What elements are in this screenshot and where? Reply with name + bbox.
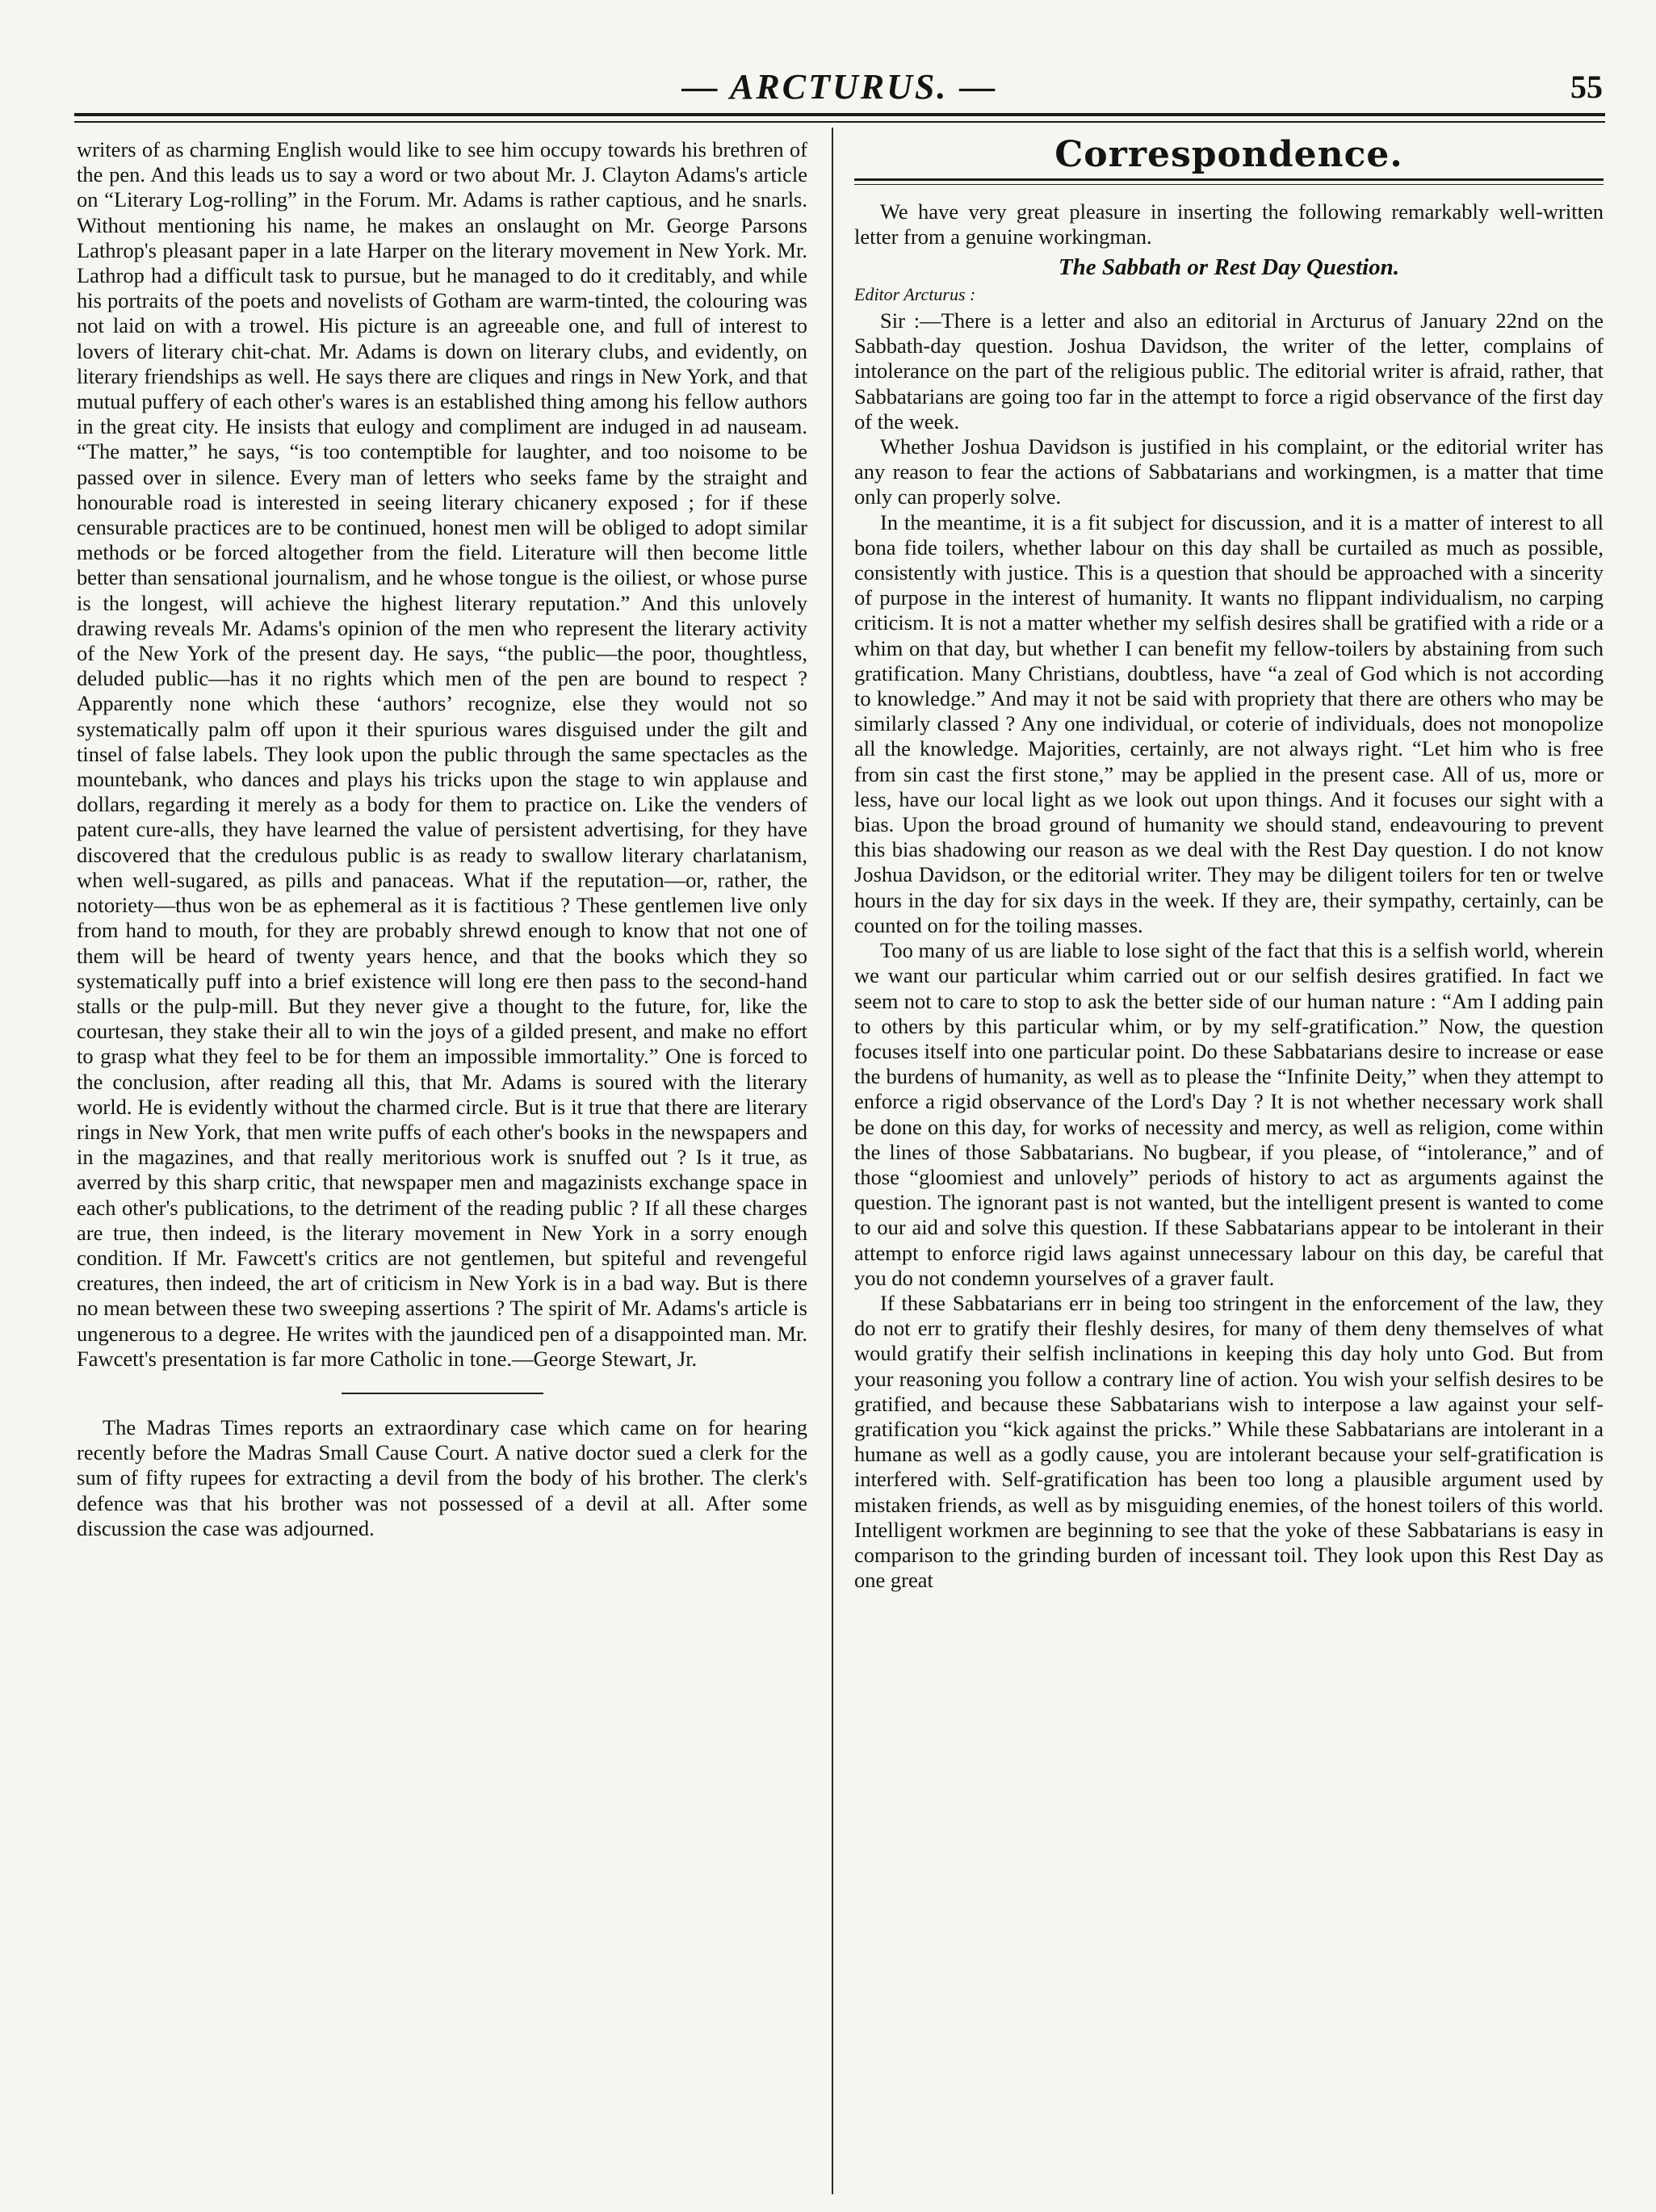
literary-logrolling-paragraph: writers of as charming English would like to see him occupy towards his brethren of the pen. And this leads us to say a word or two about Mr. J. Clayton Adams's article on “Literary Log-rolling” in the Forum. Mr. Adams is rather captious, and he snarls. Without mentioning his name, he makes an onslaught on Mr. George Parsons Lathrop's pleasant paper in a late Harper on the literary movement in New York. Mr. Lathrop had a difficult task to pursue, but he managed to do it creditably, and while his portraits of the poets and novelists of Gotham are warm-tinted, the colouring was not laid on with a trowel. His picture is an agreeable one, and full of interest to lovers of literary chit-chat. Mr. Adams is down on literary clubs, and evidently, on literary friendships as well. He says there are cliques and rings in New York, and that mutual puffery of each other's wares is an established thing among his fellow authors in the great city. He insists that eulogy and compliment are induged in ad nauseam. “The matter,” he says, “is too contemptible for laughter, and too noisome to be passed over in silence. Every man of letters who seeks fame by the straight and honourable road is interested in seeing literary chicanery exposed ; for if these censurable practices are to be continued, honest men will be obliged to adopt similar methods or be forced altogether from the field. Literature will then become little better than sensational journalism, and he whose tongue is the oiliest, or whose purse is the longest, will achieve the highest literary reputation.” And this unlovely drawing reveals Mr. Adams's opinion of the men who represent the literary activity of the New York of the present day. He says, “the public—the poor, thoughtless, deluded public—has it no rights which men of the pen are bound to respect ? Apparently none which these ‘authors’ recognize, else they would not so systematically palm off upon it their spurious wares disguised under the gilt and tinsel of false labels. They look upon the public through the same spectacles as the mountebank, who dances and plays his tricks upon the stage to win applause and dollars, regarding it merely as a body for them to practice on. Like the venders of patent cure-alls, they have learned the value of persistent advertising, for they have discovered that the credulous public is as ready to swallow literary charlatanism, when well-sugared, as pills and panaceas. What if the reputation—or, rather, the notoriety—thus won be as ephemeral as it is factitious ? These gentlemen live only from hand to mouth, for they are probably shrewd enough to know that not one of them will be heard of twenty years hence, and that the books which they so systematically puff into a brief existence will long ere then pass to the second-hand stalls or the pulp-mill. But they never give a thought to the future, for, like the courtesan, they stake their all to win the joys of a gilded present, and make no effort to grasp what they feel to be for them an impossible immortality.” One is forced to the conclusion, after reading all this, that Mr. Adams is soured with the literary world. He is evidently without the charmed circle. But is it true that there are literary rings in New York, that men write puffs of each other's books in the newspapers and in the magazines, and that really meritorious work is snuffed out ? Is it true, as averred by this sharp critic, that newspaper men and magazinists exchange space in each other's publications, to the detriment of the reading public ? If all these charges are true, then indeed, is the literary movement in New York in a sorry enough condition. If Mr. Fawcett's critics are not gentlemen, but spiteful and revengeful creatures, then indeed, the art of criticism in New York is in a bad way. But is there no mean between these two sweeping assertions ? The spirit of Mr. Adams's article is ungenerous to a degree. He writes with the jaundiced pen of a disappointed man. Mr. Fawcett's presentation is far more Catholic in tone.—George Stewart, Jr. — [77, 137, 807, 1371]
correspondence-heading: Correspondence. — [1054, 134, 1403, 175]
correspondence-rule-thick — [854, 178, 1604, 181]
letter-paragraph-4: Too many of us are liable to lose sight of the fact that this is a selfish world, wherein we want our particular whim carried out or our selfish desires gratified. In fact we seem not to care to stop to ask the better side of our human nature : “Am I adding pain to others by this particular whim, or by my self-gratification.” Now, the question focuses itself into one particular point. Do these Sabbatarians desire to increase or ease the burdens of humanity, as well as to please the “Infinite Deity,” when they attempt to enforce a rigid observance of the Lord's Day ? It is not whether necessary work shall be done on this day, for works of necessity and mercy, as well as religion, come within the lines of those Sabbatarians. No bugbear, if you please, of “intolerance,” and of those “gloomiest and unlovely” periods of history to act as arguments against the question. The ignorant past is not wanted, but the intelligent present is wanted to come to our aid and solve this question. If these Sabbatarians appear to be intolerant in their attempt to enforce rigid laws against unnecessary labour on this day, be careful that you do not condemn yourselves of a graver fault. — [854, 938, 1604, 1290]
letter-paragraph-5: If these Sabbatarians err in being too stringent in the enforcement of the law, they do not err to gratify their fleshly desires, for many of them deny themselves of what would gratify their selfish inclinations in keeping this day holy unto God. But from your reasoning you follow a contrary line of action. You wish your selfish desires to be gratified, and because these Sabbatarians wish to interpose a law against your self-gratification you “kick against the pricks.” While these Sabbatarians are intolerant in a humane as well as a godly cause, you are intolerant because your self-gratification is interfered with. Self-gratification has been too long a plausible argument used by mistaken friends, as well as by misguiding enemies, of the honest toilers of this world. Intelligent workmen are beginning to see that the yoke of these Sabbatarians is easy in comparison to the grinding burden of incessant toil. They look upon this Rest Day as one great — [854, 1290, 1604, 1593]
header-rule-thin — [74, 121, 1605, 123]
section-separator — [342, 1393, 543, 1394]
editor-intro: We have very great pleasure in inserting the following remarkably well-written letter from a genuine workingman. — [854, 199, 1604, 249]
page-header — [77, 66, 1603, 108]
madras-times-paragraph: The Madras Times reports an extraordinary case which came on for hearing recently before the Madras Small Cause Court. A native doctor sued a clerk for the sum of fifty rupees for extracting a devil from the body of his brother. The clerk's defence was that his brother was not possessed of a devil at all. After some discussion the case was adjourned. — [77, 1414, 807, 1540]
article-title: The Sabbath or Rest Day Question. — [1058, 253, 1400, 280]
left-column — [77, 137, 807, 1541]
column-divider — [832, 128, 833, 2194]
letter-paragraph-3: In the meantime, it is a fit subject for discussion, and it is a matter of interest to all bona fide toilers, whether labour on this day shall be curtailed as much as possible, consistently with justice. This is a question that should be approached with a sincerity of purpose in the interest of humanity. It wants no flippant individualism, no carping criticism. It is not a matter whether my selfish desires shall be gratified with a ride or a whim on that day, but whether I can benefit my fellow-toilers by abstaining from such gratification. Many Christians, doubtless, have “a zeal of God which is not according to knowledge.” And may it not be said with propriety that there are others who may be similarly classed ? Any one individual, or coterie of individuals, does not monopolize all the knowledge. Majorities, certainly, are not always right. “Let him who is free from sin cast the first stone,” may be applied in the present case. All of us, more or less, have our local light as we look out upon things. And it focuses our sight with a bias. Upon the broad ground of humanity we should stand, endeavouring to prevent this bias shadowing our reason as we deal with the Rest Day question. I do not know Joshua Davidson, or the editorial writer. They may be diligent toilers for ten or twelve hours in the day for six days in the week. If they are, their sympathy, certainly, can be counted on for the toiling masses. — [854, 509, 1604, 937]
salutation: Editor Arcturus : — [854, 283, 976, 304]
letter-paragraph-2: Whether Joshua Davidson is justified in his complaint, or the editorial writer has any reason to fear the actions of Sabbatarians and workingmen, is a matter that time only can properly solve. — [854, 434, 1604, 509]
correspondence-rule-thin — [854, 184, 1604, 185]
header-rule-thick — [74, 113, 1605, 116]
page-number: 55 — [1570, 69, 1603, 105]
right-column — [854, 134, 1604, 1593]
letter-paragraph-1: Sir :—There is a letter and also an editorial in Arcturus of January 22nd on the Sabbath-day question. Joshua Davidson, the writer of the letter, complains of intolerance on the part of the religious public. The editorial writer is afraid, rather, that Sabbatarians are going too far in the attempt to force a rigid observance of the first day of the week. — [854, 308, 1604, 434]
running-title: — ARCTURUS. — — [681, 67, 998, 107]
